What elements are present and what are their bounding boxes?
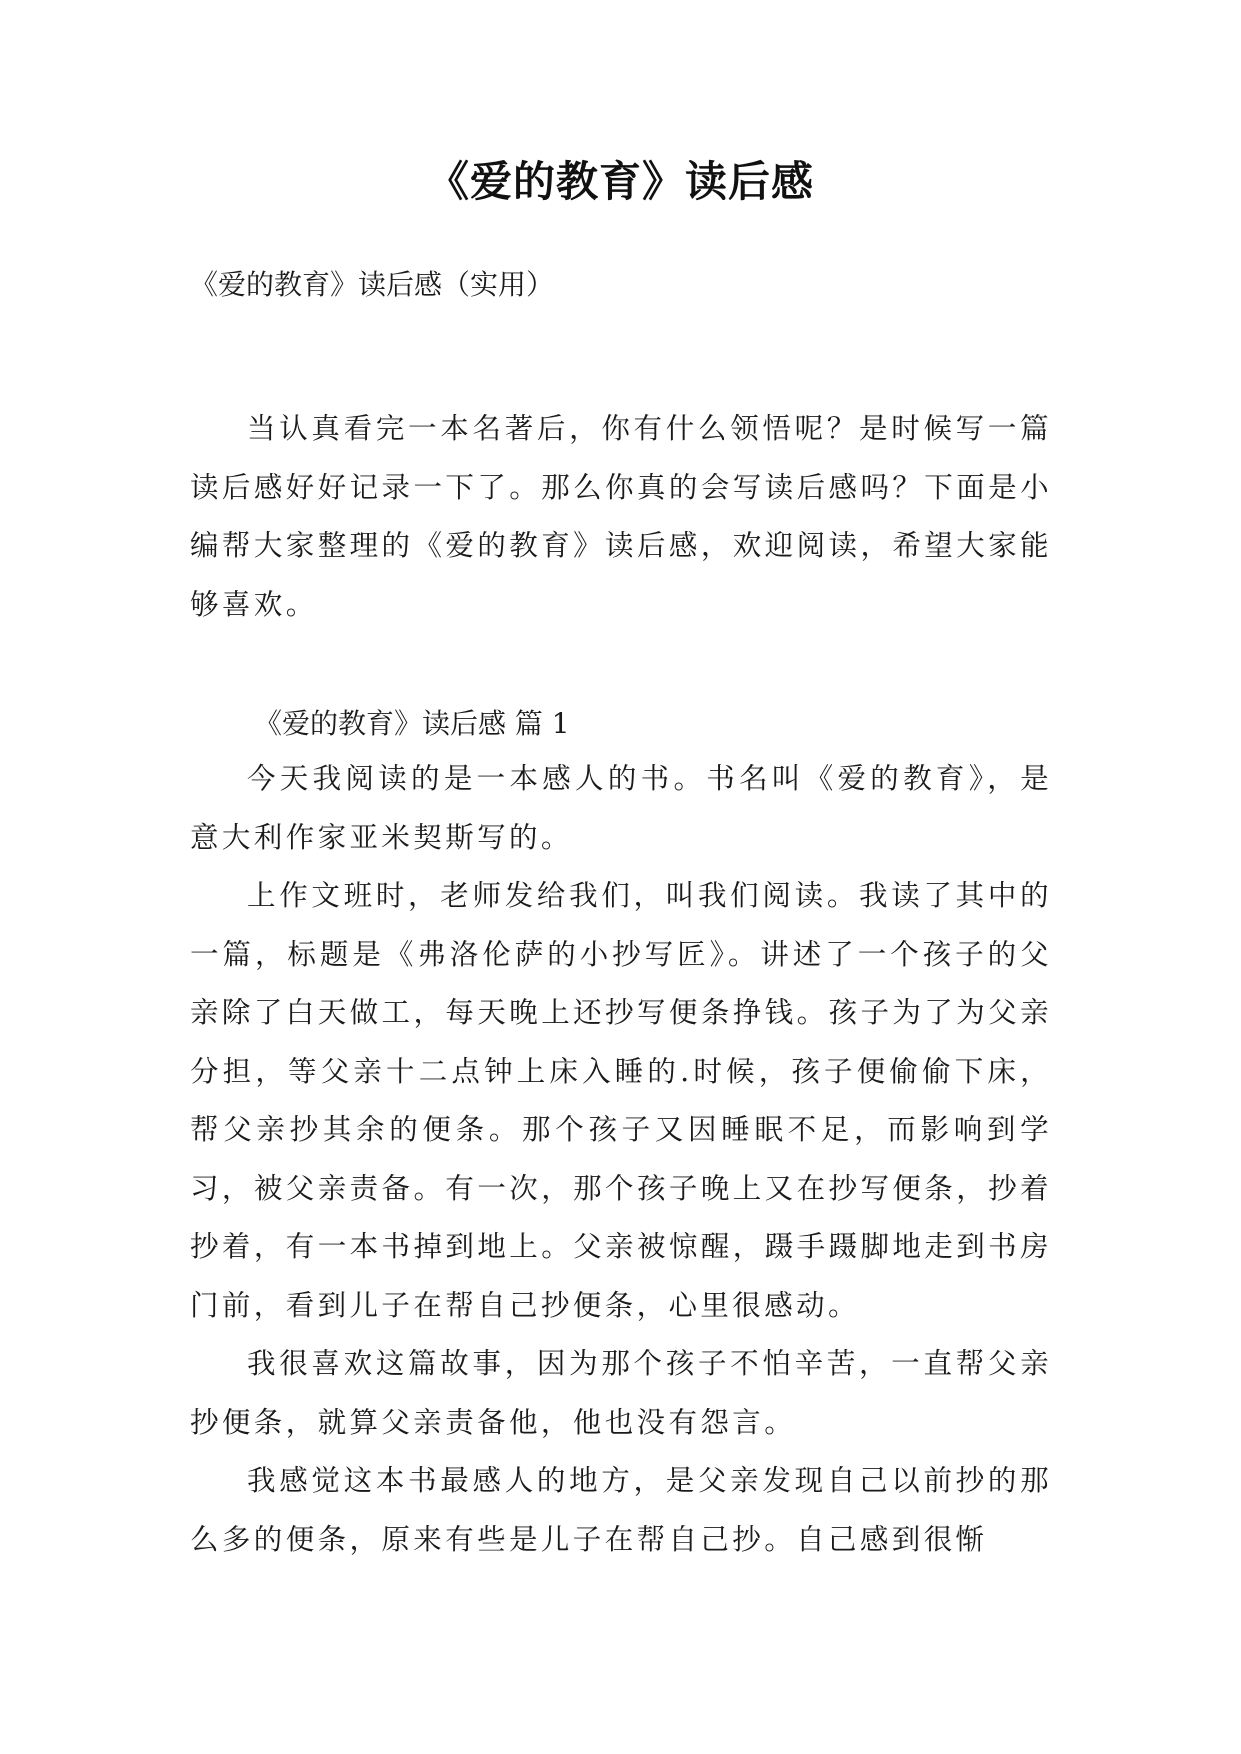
article-body: [190, 750, 1052, 1569]
body-paragraph: 我很喜欢这篇故事，因为那个孩子不怕辛苦，一直帮父亲抄便条，就算父亲责备他，他也没有怨言。: [190, 1347, 1052, 1439]
section-heading: 《爱的教育》读后感 篇 1: [254, 707, 570, 740]
intro-block: [190, 400, 1052, 634]
body-paragraph: 今天我阅读的是一本感人的书。书名叫《爱的教育》，是意大利作家亚米契斯写的。: [190, 762, 1052, 854]
document-title: 《爱的教育》读后感: [426, 157, 814, 206]
body-paragraph: 上作文班时，老师发给我们，叫我们阅读。我读了其中的一篇，标题是《弗洛伦萨的小抄写匠》。讲述了一个孩子的父亲除了白天做工，每天晚上还抄写便条挣钱。孩子为了为父亲分担，等父亲十二点钟上床入睡的.时候，孩子便偷偷下床，帮父亲抄其余的便条。那个孩子又因睡眠不足，而影响到学习，被父亲责备。有一次，那个孩子晚上又在抄写便条，抄着抄着，有一本书掉到地上。父亲被惊醒，蹑手蹑脚地走到书房门前，看到儿子在帮自己抄便条，心里很感动。: [190, 879, 1052, 1322]
document-subtitle: 《爱的教育》读后感（实用）: [190, 268, 555, 301]
intro-paragraph: 当认真看完一本名著后，你有什么领悟呢？是时候写一篇读后感好好记录一下了。那么你真的会写读后感吗？下面是小编帮大家整理的《爱的教育》读后感，欢迎阅读，希望大家能够喜欢。: [190, 412, 1052, 621]
body-paragraph: 我感觉这本书最感人的地方，是父亲发现自己以前抄的那么多的便条，原来有些是儿子在帮自己抄。自己感到很惭: [190, 1464, 1052, 1556]
